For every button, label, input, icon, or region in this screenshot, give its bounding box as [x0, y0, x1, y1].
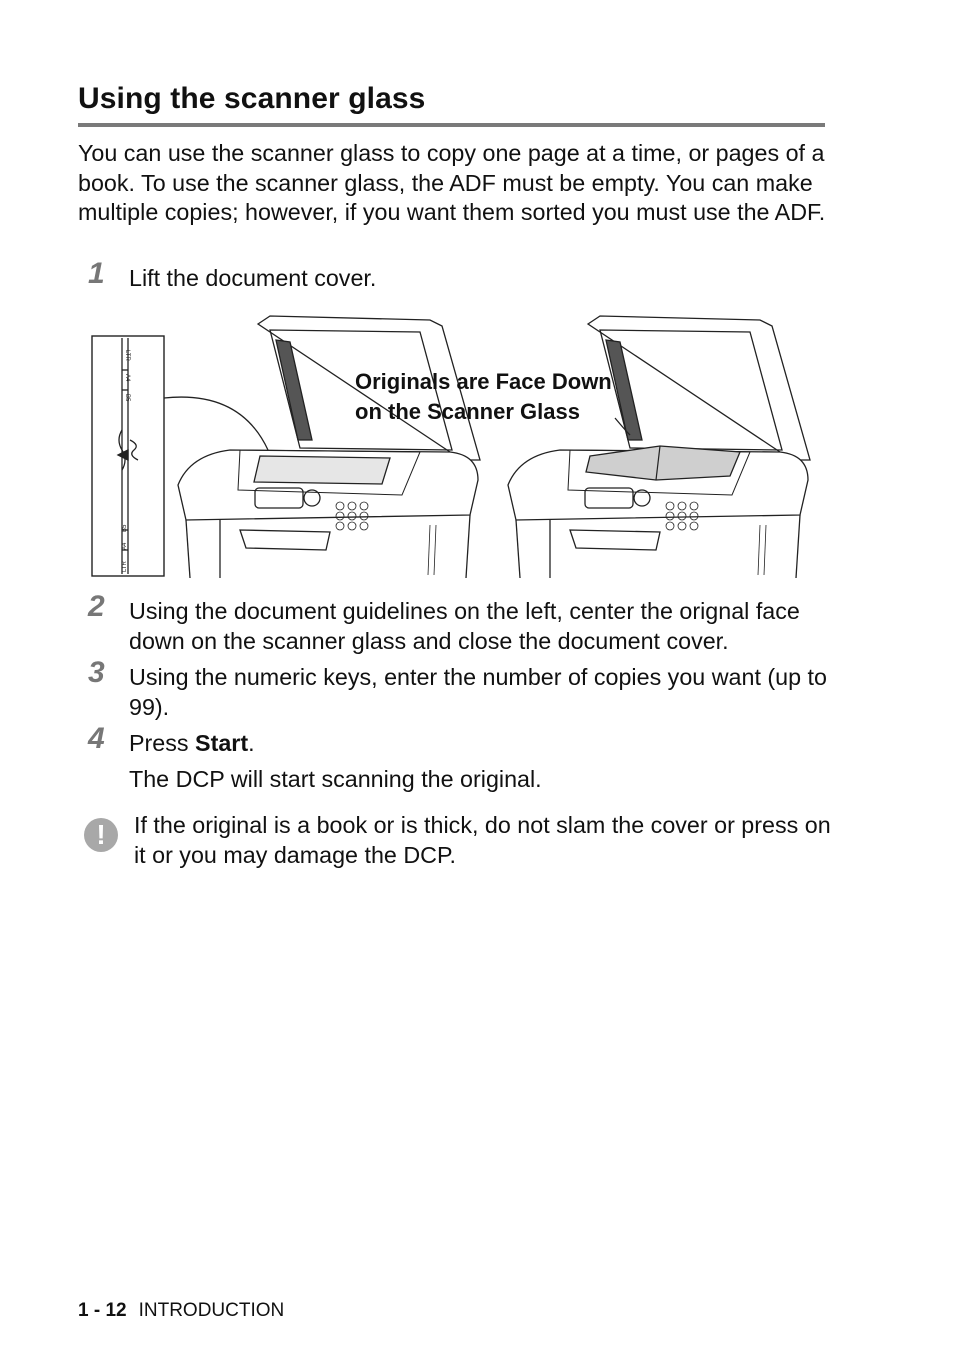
page-number: 1 - 12: [78, 1300, 127, 1321]
step-4-suffix: .: [248, 730, 255, 756]
guide-label-ltr-bottom: [122, 560, 128, 572]
note-text: If the original is a book or is thick, do not slam the cover or press on it or you may damage the DCP.: [134, 812, 831, 868]
svg-text:B5: B5: [122, 524, 128, 532]
step-text-3: Using the numeric keys, enter the number of copies you want (up to 99).: [129, 664, 827, 720]
callout-line-2: on the Scanner Glass: [355, 399, 580, 424]
document-guide-strip: [92, 336, 164, 576]
illustration-callout: [355, 367, 675, 427]
intro-paragraph: You can use the scanner glass to copy one page at a time, or pages of a book. To use the scanner glass, the ADF must be empty. You can make multiple copies; however, if you want them sorted you must use the ADF.: [78, 140, 826, 225]
guide-label-a4-bottom: [122, 542, 128, 550]
step-text-4: [129, 729, 849, 759]
page-footer: [78, 1300, 284, 1322]
guide-label-b5-top: [124, 394, 130, 402]
chapter-name: INTRODUCTION: [138, 1300, 285, 1321]
guide-label-a4-top: [124, 374, 130, 382]
scanner-left: [178, 316, 480, 578]
step-4-detail: The DCP will start scanning the original.: [129, 766, 542, 792]
start-key-label: Start: [195, 730, 249, 756]
step-number-1: 1: [88, 257, 105, 290]
exclamation-icon: !: [84, 818, 118, 852]
step-number-3: 3: [88, 656, 105, 689]
guide-label-b5-bottom: [122, 524, 128, 532]
step-text-1: Lift the document cover.: [129, 265, 377, 291]
scanner-right: [508, 316, 810, 578]
svg-text:LTR: LTR: [124, 350, 130, 361]
svg-text:A4: A4: [124, 374, 130, 382]
scanner-illustration: [90, 310, 820, 578]
svg-text:A4: A4: [122, 542, 128, 550]
svg-text:B5: B5: [124, 394, 130, 402]
callout-line-1: Originals are Face Down: [355, 369, 612, 394]
title-rule: [78, 123, 825, 127]
section-title: Using the scanner glass: [78, 82, 426, 115]
step-text-2: Using the document guidelines on the left, center the orignal face down on the scanner glass and close the document cover.: [129, 598, 800, 654]
step-number-4: 4: [88, 722, 105, 755]
step-number-2: 2: [88, 590, 105, 623]
step-4-prefix: Press: [129, 730, 196, 756]
svg-text:LTR: LTR: [122, 561, 128, 572]
guide-label-ltr-top: [124, 350, 130, 362]
